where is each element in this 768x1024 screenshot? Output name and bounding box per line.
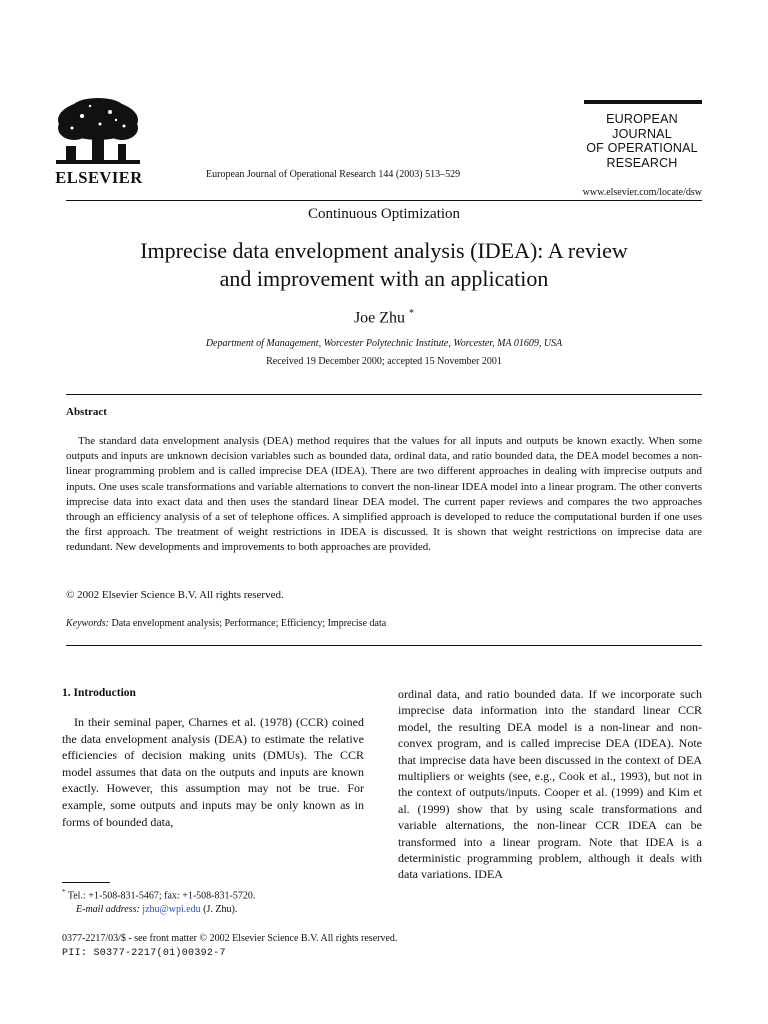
footnote-divider [62,882,110,883]
affiliation: Department of Management, Worcester Polytechnic Institute, Worcester, MA 01609, USA [205,338,563,349]
journal-url[interactable]: www.elsevier.com/locate/dsw [582,187,702,198]
abstract-top-divider [66,394,702,395]
journal-name-line: OF OPERATIONAL [586,141,698,155]
abstract-bottom-divider [66,645,702,646]
title-line: and improvement with an application [219,266,549,291]
copyright-notice: © 2002 Elsevier Science B.V. All rights reserved. [66,589,284,601]
author-name: Joe Zhu [353,309,406,327]
footnote-contact-text: Tel.: +1-508-831-5467; fax: +1-508-831-5720. [67,890,256,902]
email-suffix: (J. Zhu). [203,904,238,915]
pii-identifier: PII: S0377-2217(01)00392-7 [62,948,226,959]
section-label: Continuous Optimization [307,206,461,222]
title-line: Imprecise data envelopment analysis (IDEA): A review [140,238,628,263]
journal-name-line: EUROPEAN [606,112,678,126]
right-column [398,686,702,883]
author-line [0,308,768,327]
keywords-list: Data envelopment analysis; Performance; Efficiency; Imprecise data [111,618,387,629]
footnote-contact [62,888,255,901]
received-dates: Received 19 December 2000; accepted 15 November 2001 [266,356,502,367]
abstract-text: The standard data envelopment analysis (DEA) method requires that the values for all inputs and outputs be known exactly. When some outputs and inputs are unknown decision variables such as bounded data, ordinal data, and ratio bounded data, the DEA model becomes a non-linear programming problem and is called imprecise DEA (IDEA). There are two different approaches in dealing with imprecise outputs and inputs. One uses scale transformations and variable alternations to convert the non-linear IDEA model into a linear program. The other converts imprecise data into exact data and then uses the standard linear DEA model. The current paper reviews and compares the two approaches through an efficiency analysis of a set of telephone offices. A simplified approach is developed to reduce the computational burden if one uses the first approach. The treatment of weight restrictions in IDEA is discussed. It is shown that weight restrictions on imprecise data are redundant. New developments and improvements to both approaches are provided. [66,435,702,554]
email-link[interactable]: jzhu@wpi.edu [142,904,201,915]
publisher-name: ELSEVIER [55,168,143,187]
paragraph: In their seminal paper, Charnes et al. (1978) (CCR) coined the data envelopment analysis (DEA) to estimate the relative efficiencies of decision making units (DMUs). The CCR model assumes that data on the outputs and inputs are known exactly. However, this assumption may not be true. For example, some outputs and inputs may be only known as in forms of bounded data, [62,715,364,829]
journal-name-line: RESEARCH [606,155,678,170]
paragraph: ordinal data, and ratio bounded data. If we incorporate such imprecise data information into the standard linear CCR model, the resulting DEA model is a non-linear and non-convex program, and is called imprecise DEA (IDEA). Note that imprecise data have been discussed in the context of DEA multipliers or weights (see, e.g., Cook et al., 1993), but not in the context of outputs/inputs. Cooper et al. (1999) and Kim et al. (1999) show that by using scale transformations and variable alternations, the non-linear CCR IDEA can be transformed into a linear program. Note that IDEA is a deterministic programming problem, although it deals with data variations. IDEA [398,687,702,882]
abstract-heading: Abstract [66,406,107,418]
footnote-email [76,904,237,915]
keywords [66,618,386,629]
left-column [62,714,364,830]
front-matter-notice: 0377-2217/03/$ - see front matter © 2002 Elsevier Science B.V. All rights reserved. [62,933,398,944]
journal-logo [576,112,708,170]
journal-name-line: JOURNAL [612,126,672,141]
introduction-heading: 1. Introduction [62,687,136,699]
article-title [0,237,768,293]
journal-citation: European Journal of Operational Research 144 (2003) 513–529 [206,169,461,180]
journal-logo-rule [584,100,702,104]
email-label: E-mail address: [76,904,140,915]
keywords-label: Keywords: [66,618,109,629]
footnote-mark: * [62,888,66,896]
tree-icon [52,98,144,170]
author-footnote-mark[interactable]: * [409,308,415,319]
header-divider [66,200,702,201]
abstract-body [66,434,702,556]
